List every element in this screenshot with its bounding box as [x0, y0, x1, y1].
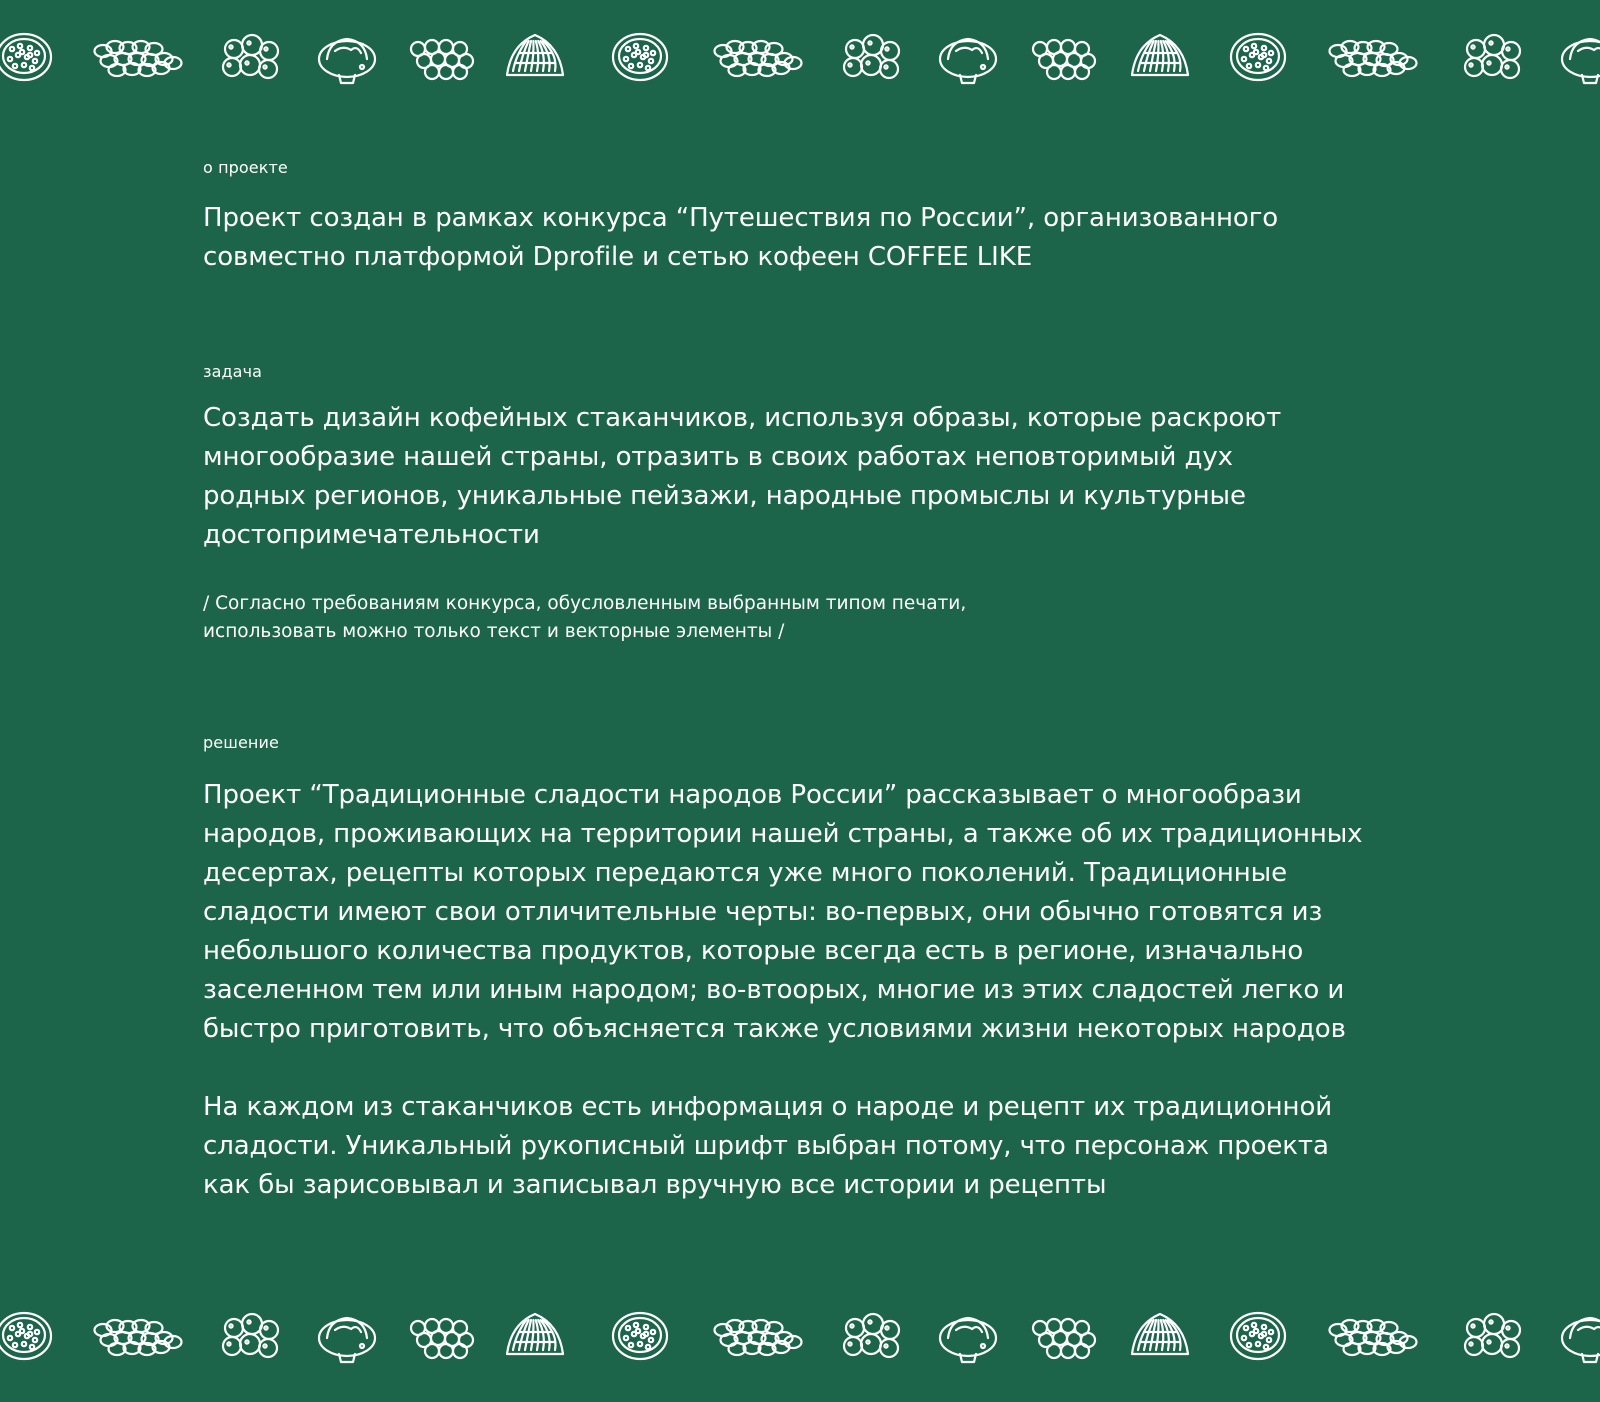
berries-icon	[844, 35, 899, 78]
pastry-icon	[1132, 35, 1188, 75]
bowl-icon	[1231, 34, 1285, 80]
about-text: Проект создан в рамках конкурса “Путешествия по России”, организованного совместно платформой Dprofile и сетью кофеен COFFEE LIKE	[203, 203, 1279, 272]
berries-icon	[1465, 1314, 1520, 1357]
cookies-icon	[715, 1320, 802, 1355]
berries-icon	[1465, 35, 1520, 78]
dish-icon	[1562, 1318, 1600, 1362]
task-note: / Согласно требованиям конкурса, обусловленным выбранным типом печати, использовать можно только текст и векторные элементы /	[203, 593, 967, 642]
bowl-icon	[613, 34, 667, 80]
nuts-icon	[1033, 40, 1095, 79]
cookies-icon	[715, 41, 802, 76]
berries-icon	[844, 1314, 899, 1357]
bottom-sweets-border	[0, 1301, 1600, 1371]
dish-icon	[940, 39, 996, 83]
solution-paragraph-2: На каждом из стаканчиков есть информация о народе и рецепт их традиционной сладости. Уникальный рукописный шрифт выбран потому, что персонаж проекта как бы зарисовывал и записывал вручную все истории и рецепты	[203, 1092, 1333, 1200]
task-text: Создать дизайн кофейных стаканчиков, используя образы, которые раскроют многообразие нашей страны, отразить в своих работах неповторимый дух родных регионов, уникальные пейзажи, народные промыслы и культурные достопримечательности	[203, 403, 1282, 550]
nuts-icon	[411, 40, 473, 79]
pastry-icon	[507, 1314, 563, 1354]
bowl-icon	[613, 1313, 667, 1359]
bowl-icon	[0, 1313, 51, 1359]
cookies-icon	[1330, 41, 1417, 76]
bowl-icon	[0, 34, 51, 80]
cookies-icon	[95, 41, 182, 76]
solution-text	[203, 776, 1363, 1205]
sweets-pattern	[0, 22, 1600, 92]
berries-icon	[223, 35, 278, 78]
nuts-icon	[411, 1319, 473, 1358]
solution-paragraph-1: Проект “Традиционные сладости народов России” рассказывает о многообрази народов, проживающих на территории нашей страны, а также об их традиционных десертах, рецепты которых передаются уже много поколений. Традиционные сладости имеют свои отличительные черты: во-первых, они обычно готовятся из небольшого количества продуктов, которые всегда есть в регионе, изначально заселенном тем или иным народом; во-втоорых, многие из этих сладостей легко и быстро приготовить, что объясняется также условиями жизни некоторых народов	[203, 780, 1363, 1044]
task-label: задача	[203, 362, 263, 381]
berries-icon	[223, 1314, 278, 1357]
sweets-pattern	[0, 1301, 1600, 1371]
pastry-icon	[1132, 1314, 1188, 1354]
nuts-icon	[1033, 1319, 1095, 1358]
about-label: о проекте	[203, 158, 288, 177]
dish-icon	[319, 1318, 375, 1362]
top-sweets-border	[0, 22, 1600, 92]
pastry-icon	[507, 35, 563, 75]
dish-icon	[319, 39, 375, 83]
cookies-icon	[1330, 1320, 1417, 1355]
cookies-icon	[95, 1320, 182, 1355]
bowl-icon	[1231, 1313, 1285, 1359]
solution-label: решение	[203, 733, 279, 752]
dish-icon	[1562, 39, 1600, 83]
dish-icon	[940, 1318, 996, 1362]
